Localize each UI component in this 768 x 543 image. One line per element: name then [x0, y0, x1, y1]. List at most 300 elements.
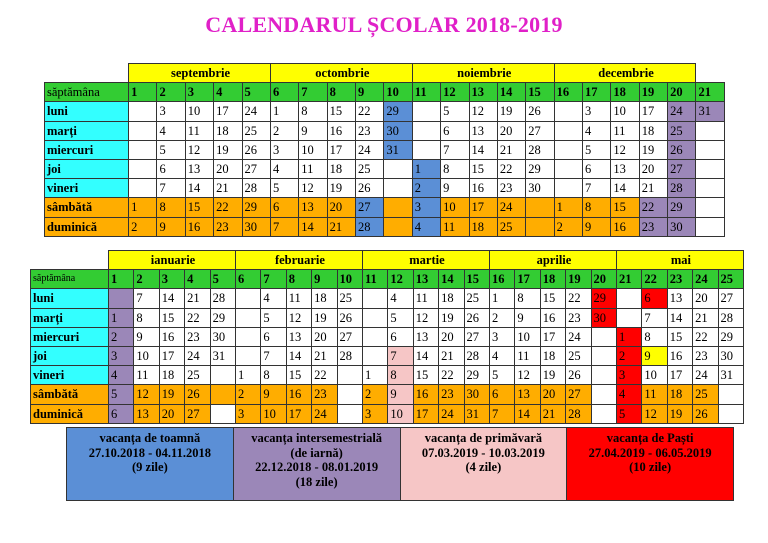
week-number: 18: [611, 83, 639, 102]
week-number: 24: [693, 270, 718, 289]
date-cell: [337, 404, 362, 423]
date-cell: [362, 289, 387, 308]
date-cell: 1: [616, 327, 641, 346]
date-cell: 5: [616, 404, 641, 423]
date-cell: 5: [388, 308, 413, 327]
date-cell: 15: [159, 308, 184, 327]
date-cell: [362, 346, 387, 365]
week-number: 10: [384, 83, 412, 102]
date-cell: 13: [185, 159, 213, 178]
date-cell: 11: [286, 289, 311, 308]
date-cell: [109, 289, 134, 308]
date-cell: 13: [611, 159, 639, 178]
date-cell: 20: [312, 327, 337, 346]
date-cell: 14: [667, 308, 692, 327]
date-cell: [591, 366, 616, 385]
date-cell: 4: [412, 217, 440, 236]
day-row: [45, 159, 725, 178]
date-cell: 24: [242, 102, 270, 121]
week-number: 11: [362, 270, 387, 289]
date-cell: 22: [356, 102, 384, 121]
date-cell: 10: [185, 102, 213, 121]
date-cell: 26: [693, 404, 718, 423]
vacation-dates: 07.03.2019 - 10.03.2019: [421, 445, 545, 460]
date-cell: 2: [412, 179, 440, 198]
date-cell: 26: [526, 102, 554, 121]
date-cell: 3: [583, 102, 611, 121]
date-cell: 16: [327, 121, 355, 140]
date-cell: 30: [384, 121, 412, 140]
date-cell: 25: [566, 346, 591, 365]
vacation-box: [401, 428, 568, 500]
vacation-title: vacanța de primăvară: [424, 431, 543, 445]
date-cell: 12: [515, 366, 540, 385]
vacation-duration: (9 zile): [132, 460, 168, 474]
vacation-duration: (4 zile): [465, 460, 502, 474]
date-cell: 3: [489, 327, 514, 346]
month-header: mai: [616, 251, 743, 270]
date-cell: 24: [356, 140, 384, 159]
date-cell: 28: [566, 404, 591, 423]
date-cell: 4: [489, 346, 514, 365]
date-cell: 16: [159, 327, 184, 346]
date-cell: 14: [469, 140, 497, 159]
day-label: miercuri: [45, 140, 129, 159]
date-cell: [235, 327, 260, 346]
date-cell: 11: [299, 159, 327, 178]
date-cell: [362, 327, 387, 346]
date-cell: 13: [134, 404, 159, 423]
date-cell: 23: [439, 385, 464, 404]
date-cell: 27: [668, 159, 696, 178]
date-cell: 3: [235, 404, 260, 423]
calendar-table-autumn: [44, 63, 725, 237]
vacation-subtitle: (de iarnă): [290, 445, 343, 460]
week-number: 3: [159, 270, 184, 289]
date-cell: 21: [639, 179, 667, 198]
header-blank-cell: [45, 64, 129, 83]
date-cell: 23: [497, 179, 525, 198]
date-cell: 18: [439, 289, 464, 308]
date-cell: 1: [235, 366, 260, 385]
date-cell: 29: [718, 327, 743, 346]
date-cell: [129, 121, 157, 140]
date-cell: 9: [157, 217, 185, 236]
week-number: 7: [261, 270, 286, 289]
date-cell: 6: [489, 385, 514, 404]
vacation-title: vacanța de toamnă: [99, 431, 201, 445]
date-cell: 25: [693, 385, 718, 404]
date-cell: 17: [286, 404, 311, 423]
date-cell: 23: [566, 308, 591, 327]
date-cell: 4: [270, 159, 298, 178]
week-number: 4: [214, 83, 242, 102]
date-cell: 3: [109, 346, 134, 365]
week-number: 4: [185, 270, 210, 289]
date-cell: 30: [242, 217, 270, 236]
date-cell: 11: [134, 366, 159, 385]
date-cell: 27: [566, 385, 591, 404]
date-cell: 4: [583, 121, 611, 140]
date-cell: 17: [540, 327, 565, 346]
date-cell: 24: [497, 198, 525, 217]
date-cell: 19: [214, 140, 242, 159]
date-cell: [235, 308, 260, 327]
week-number: 6: [270, 83, 298, 102]
week-number: 16: [489, 270, 514, 289]
date-cell: 13: [413, 327, 438, 346]
date-cell: 10: [299, 140, 327, 159]
page-title: CALENDARUL ȘCOLAR 2018-2019: [205, 12, 563, 37]
date-cell: 12: [469, 102, 497, 121]
date-cell: 2: [109, 327, 134, 346]
date-cell: 8: [441, 159, 469, 178]
date-cell: 20: [693, 289, 718, 308]
date-cell: 9: [134, 327, 159, 346]
date-cell: 29: [464, 366, 489, 385]
date-cell: 25: [185, 366, 210, 385]
date-cell: 26: [242, 140, 270, 159]
vacation-duration: (10 zile): [629, 460, 672, 474]
date-cell: 31: [718, 366, 743, 385]
date-cell: 11: [642, 385, 667, 404]
date-cell: 12: [413, 308, 438, 327]
date-cell: 6: [441, 121, 469, 140]
date-cell: [696, 140, 725, 159]
date-cell: 19: [327, 179, 355, 198]
date-cell: 27: [464, 327, 489, 346]
date-cell: 2: [270, 121, 298, 140]
date-cell: 10: [134, 346, 159, 365]
date-cell: 22: [497, 159, 525, 178]
date-cell: 3: [270, 140, 298, 159]
week-number: 15: [464, 270, 489, 289]
date-cell: [696, 217, 725, 236]
date-cell: 13: [299, 198, 327, 217]
week-number: 17: [583, 83, 611, 102]
week-number: 3: [185, 83, 213, 102]
day-row: [45, 198, 725, 217]
date-cell: 26: [668, 140, 696, 159]
date-cell: 14: [185, 179, 213, 198]
date-cell: [235, 289, 260, 308]
date-cell: 8: [642, 327, 667, 346]
day-label: luni: [31, 289, 109, 308]
date-cell: 12: [642, 404, 667, 423]
week-number: 14: [439, 270, 464, 289]
date-cell: 7: [583, 179, 611, 198]
date-cell: 29: [210, 308, 235, 327]
date-cell: 14: [299, 217, 327, 236]
day-label: vineri: [31, 366, 109, 385]
date-cell: 10: [642, 366, 667, 385]
date-cell: 2: [554, 217, 582, 236]
date-cell: 24: [439, 404, 464, 423]
week-number: 15: [526, 83, 554, 102]
day-label: marți: [31, 308, 109, 327]
date-cell: 25: [337, 289, 362, 308]
date-cell: 25: [242, 121, 270, 140]
date-cell: 16: [667, 346, 692, 365]
date-cell: 9: [583, 217, 611, 236]
date-cell: 17: [413, 404, 438, 423]
date-cell: 20: [214, 159, 242, 178]
date-cell: 22: [185, 308, 210, 327]
day-label: joi: [31, 346, 109, 365]
day-row: [45, 179, 725, 198]
day-row: [45, 102, 725, 121]
week-number: 13: [469, 83, 497, 102]
month-header: decembrie: [554, 64, 696, 83]
day-row: [45, 121, 725, 140]
date-cell: 1: [129, 198, 157, 217]
date-cell: [129, 179, 157, 198]
month-header: februarie: [235, 251, 362, 270]
date-cell: 7: [134, 289, 159, 308]
week-number: 1: [109, 270, 134, 289]
date-cell: 17: [469, 198, 497, 217]
week-number: 19: [639, 83, 667, 102]
day-row: [31, 346, 744, 365]
date-cell: 23: [356, 121, 384, 140]
month-header: aprilie: [489, 251, 616, 270]
day-label: sâmbătă: [45, 198, 129, 217]
date-cell: 28: [337, 346, 362, 365]
date-cell: 7: [157, 179, 185, 198]
date-cell: 7: [261, 346, 286, 365]
week-number: 20: [668, 83, 696, 102]
date-cell: 31: [210, 346, 235, 365]
date-cell: 29: [242, 198, 270, 217]
month-header: septembrie: [129, 64, 271, 83]
date-cell: [591, 327, 616, 346]
week-label: săptămâna: [45, 83, 129, 102]
date-cell: 31: [384, 140, 412, 159]
date-cell: 21: [327, 217, 355, 236]
date-cell: 5: [489, 366, 514, 385]
date-cell: 15: [667, 327, 692, 346]
date-cell: 23: [214, 217, 242, 236]
date-cell: 13: [286, 327, 311, 346]
day-label: joi: [45, 159, 129, 178]
week-number: 23: [667, 270, 692, 289]
date-cell: 18: [159, 366, 184, 385]
month-header: ianuarie: [109, 251, 236, 270]
day-row: [45, 217, 725, 236]
date-cell: 18: [639, 121, 667, 140]
date-cell: 27: [185, 404, 210, 423]
date-cell: 2: [616, 346, 641, 365]
date-cell: 3: [616, 366, 641, 385]
date-cell: 29: [668, 198, 696, 217]
date-cell: 12: [134, 385, 159, 404]
date-cell: 16: [469, 179, 497, 198]
date-cell: 17: [639, 102, 667, 121]
date-cell: 9: [261, 385, 286, 404]
date-cell: [696, 198, 725, 217]
date-cell: 13: [515, 385, 540, 404]
date-cell: 3: [157, 102, 185, 121]
date-cell: [554, 121, 582, 140]
date-cell: 5: [109, 385, 134, 404]
date-cell: 24: [185, 346, 210, 365]
week-number: 21: [696, 83, 725, 102]
date-cell: 14: [611, 179, 639, 198]
day-row: [31, 289, 744, 308]
week-number: 9: [356, 83, 384, 102]
date-cell: 15: [469, 159, 497, 178]
date-cell: 28: [668, 179, 696, 198]
week-number: 17: [515, 270, 540, 289]
day-label: duminică: [45, 217, 129, 236]
month-header-row: [45, 64, 725, 83]
date-cell: 7: [388, 346, 413, 365]
date-cell: 28: [464, 346, 489, 365]
date-cell: 3: [412, 198, 440, 217]
week-number: 2: [157, 83, 185, 102]
date-cell: [210, 366, 235, 385]
date-cell: 14: [286, 346, 311, 365]
day-row: [31, 366, 744, 385]
week-number: 7: [299, 83, 327, 102]
date-cell: 24: [668, 102, 696, 121]
date-cell: 22: [566, 289, 591, 308]
date-cell: 10: [388, 404, 413, 423]
week-number-row: [45, 83, 725, 102]
date-cell: 5: [583, 140, 611, 159]
header-blank-cell: [31, 251, 109, 270]
date-cell: 30: [718, 346, 743, 365]
week-number: 6: [235, 270, 260, 289]
date-cell: 13: [667, 289, 692, 308]
date-cell: 26: [356, 179, 384, 198]
date-cell: 17: [667, 366, 692, 385]
week-number-row: [31, 270, 744, 289]
date-cell: 30: [526, 179, 554, 198]
date-cell: 2: [235, 385, 260, 404]
date-cell: [554, 179, 582, 198]
date-cell: 30: [668, 217, 696, 236]
date-cell: 9: [441, 179, 469, 198]
date-cell: [210, 404, 235, 423]
date-cell: 28: [526, 140, 554, 159]
day-label: marți: [45, 121, 129, 140]
date-cell: 19: [497, 102, 525, 121]
date-cell: 3: [362, 404, 387, 423]
month-header-row: [31, 251, 744, 270]
day-row: [31, 404, 744, 423]
date-cell: 17: [214, 102, 242, 121]
month-header: martie: [362, 251, 489, 270]
date-cell: [412, 140, 440, 159]
date-cell: [718, 404, 743, 423]
date-cell: 29: [591, 289, 616, 308]
date-cell: 2: [129, 217, 157, 236]
date-cell: 1: [489, 289, 514, 308]
day-label: duminică: [31, 404, 109, 423]
date-cell: 22: [214, 198, 242, 217]
date-cell: [554, 159, 582, 178]
date-cell: 19: [159, 385, 184, 404]
date-cell: 5: [261, 308, 286, 327]
vacation-title: vacanța intersemestrială: [251, 431, 383, 445]
date-cell: 31: [464, 404, 489, 423]
date-cell: 19: [312, 308, 337, 327]
date-cell: 7: [489, 404, 514, 423]
week-number: 21: [616, 270, 641, 289]
vacation-dates: 27.04.2019 - 06.05.2019: [588, 445, 712, 460]
date-cell: 10: [611, 102, 639, 121]
date-cell: [129, 159, 157, 178]
date-cell: [696, 159, 725, 178]
date-cell: 4: [388, 289, 413, 308]
date-cell: 6: [583, 159, 611, 178]
date-cell: 20: [497, 121, 525, 140]
date-cell: 21: [312, 346, 337, 365]
week-number: 5: [242, 83, 270, 102]
date-cell: 23: [312, 385, 337, 404]
date-cell: 15: [286, 366, 311, 385]
date-cell: [384, 198, 412, 217]
date-cell: 5: [441, 102, 469, 121]
date-cell: 26: [185, 385, 210, 404]
week-number: 12: [388, 270, 413, 289]
date-cell: 20: [439, 327, 464, 346]
date-cell: 14: [413, 346, 438, 365]
date-cell: 15: [185, 198, 213, 217]
date-cell: 18: [312, 289, 337, 308]
date-cell: [384, 217, 412, 236]
date-cell: [362, 308, 387, 327]
day-label: vineri: [45, 179, 129, 198]
date-cell: [129, 102, 157, 121]
date-cell: 19: [667, 404, 692, 423]
date-cell: 5: [270, 179, 298, 198]
date-cell: 6: [157, 159, 185, 178]
date-cell: [337, 366, 362, 385]
date-cell: 14: [515, 404, 540, 423]
date-cell: 26: [566, 366, 591, 385]
week-label: săptămâna: [31, 270, 109, 289]
week-number: 13: [413, 270, 438, 289]
date-cell: 21: [214, 179, 242, 198]
date-cell: 22: [439, 366, 464, 385]
date-cell: 12: [611, 140, 639, 159]
date-cell: [696, 179, 725, 198]
date-cell: 1: [412, 159, 440, 178]
week-number: 22: [642, 270, 667, 289]
date-cell: [526, 198, 554, 217]
date-cell: [412, 121, 440, 140]
date-cell: 28: [242, 179, 270, 198]
date-cell: 9: [299, 121, 327, 140]
date-cell: [696, 121, 725, 140]
date-cell: 8: [515, 289, 540, 308]
date-cell: 25: [668, 121, 696, 140]
date-cell: 7: [441, 140, 469, 159]
date-cell: 1: [270, 102, 298, 121]
date-cell: 16: [286, 385, 311, 404]
date-cell: 28: [210, 289, 235, 308]
date-cell: 11: [441, 217, 469, 236]
date-cell: 6: [642, 289, 667, 308]
date-cell: 23: [185, 327, 210, 346]
date-cell: 21: [497, 140, 525, 159]
date-cell: 11: [515, 346, 540, 365]
date-cell: [616, 308, 641, 327]
date-cell: 21: [540, 404, 565, 423]
date-cell: [337, 385, 362, 404]
